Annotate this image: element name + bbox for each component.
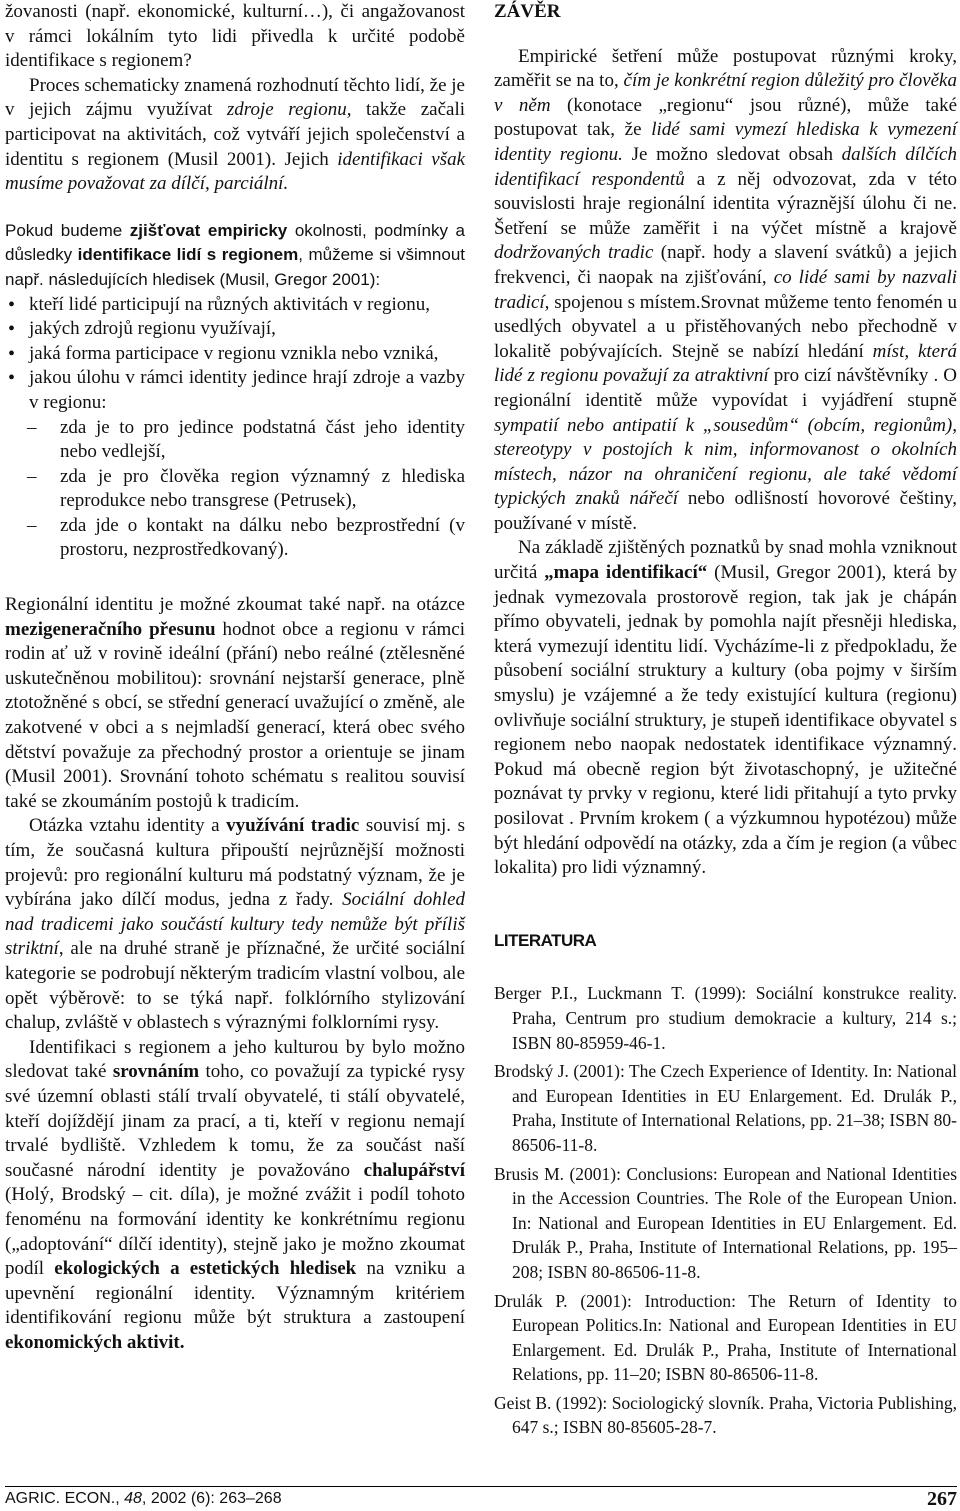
- bold-span: zjišťovat empiricky: [129, 220, 288, 240]
- text-span: spojenou s místem.Srovnat můžeme tento fenomén u usedlých obyvatel a u přistěhovaných nebo přechodně v lokalitě pobývajících. Stejně se nabízí hledání: [494, 291, 957, 362]
- text-span: Proces schematicky znamená rozhodnutí těchto lidí, že je v jejich zájmu využívat: [5, 74, 465, 121]
- reference-item: Brusis M. (2001): Conclusions: European and National Identities in the Accession Countries. The Role of the European Union. In: National and European Identities in EU Enlargement. Ed. Drulák P., Praha, Institute of International Relations, pp. 195–208; ISBN 80-86506-11-8.: [494, 1163, 957, 1282]
- list-item: • kteří lidé participují na různých aktivitách v regionu,: [5, 293, 465, 318]
- bold-span: využívání tradic: [226, 815, 360, 837]
- text-span: Regionální identitu je možné zkoumat také např. na otázce: [5, 594, 465, 616]
- text-span: takže začali participovat na aktivitách, což vytváří jejich společenství a identitu s regionem (Musil 2001). Jejich: [5, 99, 465, 170]
- page-footer: [5, 1486, 957, 1509]
- bold-span: chalupářství: [363, 1159, 465, 1181]
- bold-span: identifikace lidí s regionem: [77, 245, 299, 265]
- italic-span: identifikaci však musíme považovat za dílčí, parciální.: [5, 148, 465, 195]
- text-span: Na základě zjištěných poznatků by snad mohla vzniknout určitá: [494, 537, 957, 584]
- reference-list: [494, 981, 957, 1440]
- section-heading-literature: LITERATURA: [494, 930, 597, 950]
- italic-span: lidé sami vymezí hlediska k vymezení identity regionu.: [494, 119, 957, 165]
- paragraph-traditions: [5, 814, 465, 1035]
- text-span: (konotace „regionu“ jsou různé), může také postupovat tak, že: [494, 94, 958, 141]
- volume-number: 48: [124, 1490, 142, 1507]
- text-span: toho, co považují za typické rysy své územní oblasti stálí trvalí obyvatelé, ti stálí obyvatelé, kteří dojíždějí jinam za prací, a ti, kteří v regionu nemají trvalé bydliště. Vzhledem k tomu, že za součást naší současné národní identity je považováno: [5, 1061, 465, 1181]
- paragraph-map: [494, 536, 957, 880]
- reference-item: Geist B. (1992): Sociologický slovník. Praha, Victoria Publishing, 647 s.; ISBN 80-85605-28-7.: [494, 1392, 957, 1438]
- list-item: – zda jde o kontakt na dálku nebo bezprostřední (v prostoru, nezprostředkovaný).: [5, 514, 465, 563]
- text-span: hodnot obce a regionu v rámci rodin ať už v rovině ideální (přání) nebo reálné (ztělesněné uskutečněnou mobilitou): srovnání nejstarší generace, plně ztotožněné s obcí, se střední generací uvažující o změně, ale zakotvené v obci a s nejmladší generací, která obec svého dětství považuje za přechodný prostor a orientuje se jinam (Musil 2001). Srovnání tohoto schématu s realitou souvisí také se zkoumáním postojů k tradicím.: [5, 618, 465, 812]
- text-span: (Holý, Brodský – cit. díla), je možné zvážit i podíl tohoto fenoménu na formování identity ke konkrétnímu regionu („adoptování“ dílčí identity), stejně jako je možno zkoumat podíl: [5, 1184, 465, 1280]
- paragraph-generations: [5, 593, 465, 814]
- text-span: Je možno sledovat obsah: [622, 143, 842, 165]
- text-span: Identifikaci s regionem a jeho kulturou by bylo možno sledovat také: [5, 1036, 465, 1083]
- bold-span: srovnáním: [112, 1061, 200, 1083]
- list-item: • jaká forma participace v regionu vznikla nebo vzniká,: [5, 342, 465, 367]
- text-span: , ale na druhé straně je příznačné, že určité sociální kategorie se podrobují některým tradicím vlastní volbou, ale opět výběrově: to se týká např. folklórního stylizování chalup, zvláště v oblastech s výraznými folklorními rysy.: [5, 938, 465, 1034]
- italic-span: míst, která lidé z regionu považují za atraktivní: [494, 340, 957, 387]
- paragraph-process: [5, 74, 465, 197]
- aspect-bullet-list: [5, 293, 465, 416]
- text-span: a z něj odvozovat, zda v této souvislosti hraje regionální identita výraznější úlohu či ne. Šetření se může zaměřit i na výčet místně a krajově: [494, 168, 957, 239]
- text-span: pro cizí návštěvníky . O regionální identitě může vypovídat i vyjádření stupně: [494, 365, 957, 411]
- italic-span: dalších dílčích identifikací respondentů: [494, 143, 957, 190]
- text-span: nebo odlišností hovorové češtiny, používané v místě.: [494, 488, 958, 534]
- text-span: Empirické šetření může postupovat různými kroky, zaměřit se na to,: [494, 45, 957, 92]
- reference-item: Berger P.I., Luckmann T. (1999): Sociální konstrukce reality. Praha, Centrum pro studium demokracie a kultury, 214 s.; ISBN 80-85959-46-1.: [494, 983, 957, 1053]
- text-span: Pokud budeme: [5, 220, 130, 240]
- paragraph-empirical: [5, 219, 465, 293]
- text-span: AGRIC. ECON.,: [5, 1490, 125, 1507]
- paragraph-comparison: [5, 1036, 465, 1356]
- left-column: [5, 0, 465, 1355]
- identity-dash-list: [5, 416, 465, 564]
- text-span: souvisí mj. s tím, že současná kultura připouští nejrůznější možnosti projevů: pro regionální kulturu má podstatný význam, že je vybírána jako dílčí modus, jedna z řady.: [5, 815, 465, 911]
- bold-span: mezigeneračního přesunu: [5, 618, 216, 640]
- text-span: Otázka vztahu identity a: [29, 815, 227, 837]
- italic-span: dodržovaných tradic: [494, 242, 654, 264]
- page-number: 267: [927, 1488, 957, 1510]
- list-item: – zda je pro člověka region významný z hlediska reprodukce nebo transgrese (Petrusek),: [5, 465, 465, 514]
- text-span: , 2002 (6): 263–268: [141, 1490, 282, 1507]
- right-column: [494, 0, 957, 1444]
- list-item: • jakou úlohu v rámci identity jedince hrají zdroje a vazby v regionu:: [5, 366, 465, 415]
- italic-span: Sociální dohled nad tradicemi jako součástí kultury tedy nemůže být příliš striktní: [5, 889, 466, 960]
- reference-item: Drulák P. (2001): Introduction: The Return of Identity to European Politics.In: National and European Identities in EU Enlargement. Ed. Drulák P., Praha, Institute of International Relations, pp. 11–20; ISBN 80-86506-11-8.: [494, 1290, 957, 1385]
- intro-paragraph: žovanosti (např. ekonomické, kulturní…), či angažovanost v rámci lokálním tyto lidi přivedla k určité podobě identifikace s regionem?: [5, 1, 465, 72]
- bold-span: ekologických a estetických hledisek: [54, 1258, 357, 1280]
- journal-citation: [5, 1490, 282, 1508]
- italic-span: zdroje regionu,: [226, 99, 352, 121]
- italic-span: čím je konkrétní region důležitý pro člověka v něm: [494, 70, 957, 116]
- text-span: , můžeme si všimnout např. následujících hledisek (Musil, Gregor 2001):: [5, 245, 465, 289]
- italic-span: sympatií nebo antipatií k „sousedům“ (obcím, regionům), stereotypy v postojích k nim, informovanost o okolních místech, názor na ohraničení regionu, ale také vědomí typických znaků nářečí: [494, 414, 957, 510]
- italic-span: co lidé sami by nazvali tradicí,: [494, 266, 957, 313]
- bold-span: ekonomických aktivit.: [5, 1331, 185, 1353]
- paragraph-research-steps: [494, 45, 957, 537]
- text-span: na vzniku a upevnění regionální identity. Významným kritériem identifikování regionu může být struktura a zastoupení: [5, 1258, 466, 1329]
- text-span: (Musil, Gregor 2001), která by jednak vymezovala prostorově region, tak jak je chápán přímo obyvateli, jednak by pomohla najít přesněji hlediska, která vymezují identitu lidí. Vycházíme-li z předpokladu, že působení sociální struktury a kultury (oba pojmy v širším smyslu) je vzájemné a že tedy existující kultura (regionu) ovlivňuje sociální struktury, je stupeň identifikace obyvatel s regionem nebo naopak nedostatek identifikace významný. Pokud má obecně region být životaschopný, je užitečné poznávat ty prvky v regionu, které lidi přitahují a tyto prvky posilovat . Prvním krokem ( a výzkumnou hypotézou) může být hledání odpovědí na otázky, zda a čím je region (a vůbec lokalita) pro lidi významný.: [494, 562, 957, 879]
- reference-item: Brodský J. (2001): The Czech Experience of Identity. In: National and European Identities in EU Enlargement. Ed. Drulák P., Praha, Institute of International Relations, pp. 21–38; ISBN 80-86506-11-8.: [494, 1061, 957, 1155]
- list-item: – zda je to pro jedince podstatná část jeho identity nebo vedlejší,: [5, 416, 465, 465]
- text-span: okolnosti, podmínky a důsledky: [5, 220, 465, 265]
- bold-span: „mapa identifikací“: [544, 562, 708, 584]
- text-span: (např. hody a slavení svátků) a jejich frekvenci, či naopak na zjišťování,: [494, 242, 957, 288]
- section-heading-conclusion: ZÁVĚR: [494, 1, 561, 22]
- list-item: • jakých zdrojů regionu využívají,: [5, 317, 465, 342]
